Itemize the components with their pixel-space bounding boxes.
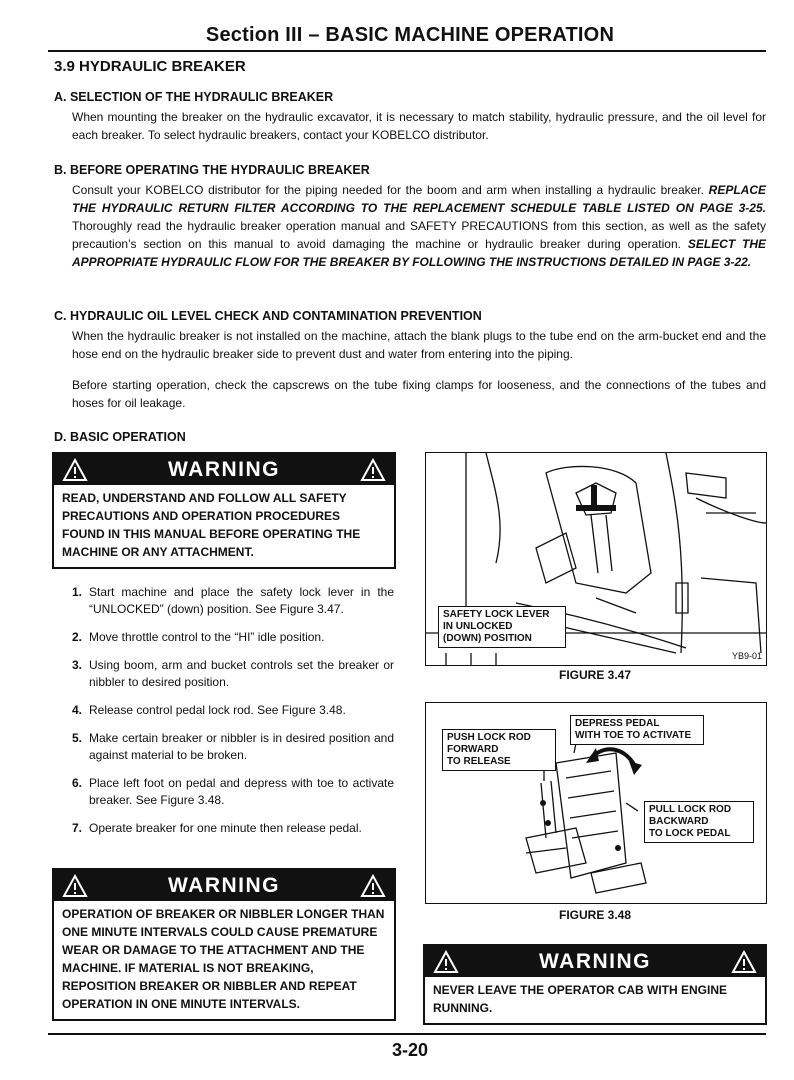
warning-title-1: WARNING [168, 457, 280, 481]
callout-text: WITH TOE TO ACTIVATE [575, 730, 692, 741]
step-item [72, 657, 394, 691]
paragraph-b-text1: Consult your KOBELCO distributor for the piping needed for the boom and arm when installing a hydraulic breaker. [72, 183, 704, 197]
warning-header-3 [425, 946, 765, 977]
step-number: 4. [72, 703, 83, 717]
subsection-title: 3.9 HYDRAULIC BREAKER [54, 58, 246, 75]
warning-box-1 [52, 452, 396, 569]
callout-text: TO RELEASE [447, 756, 511, 767]
heading-b: B. BEFORE OPERATING THE HYDRAULIC BREAKER [54, 163, 370, 177]
page-number: 3-20 [391, 1040, 429, 1060]
paragraph-c2: Before starting operation, check the capscrews on the tube fixing clamps for looseness, and the connections of the tubes and hoses for oil leakage. [72, 378, 766, 410]
warning-header-2 [54, 870, 394, 901]
callout-text: TO LOCK PEDAL [649, 828, 731, 839]
callout-text: FORWARD [447, 744, 499, 755]
warning-title-2: WARNING [168, 873, 280, 897]
step-number: 1. [72, 585, 83, 599]
step-text: Make certain breaker or nibbler is in desired position and against material to be broken. [89, 731, 394, 762]
top-rule [48, 50, 766, 52]
step-text: Place left foot on pedal and depress with toe to activate breaker. See Figure 3.48. [89, 776, 394, 807]
warning-triangle-icon [433, 950, 459, 974]
paragraph-b-emphasis1: REPLACE THE HYDRAULIC RETURN FILTER ACCORDING TO THE REPLACEMENT SCHEDULE TABLE LISTED ON PAGE 3-25. [72, 183, 766, 215]
warning-box-3 [423, 944, 767, 1025]
step-text: Operate breaker for one minute then release pedal. [89, 821, 362, 835]
step-number: 6. [72, 776, 83, 790]
warning-triangle-icon [360, 458, 386, 482]
step-number: 3. [72, 658, 83, 672]
warning-triangle-icon [731, 950, 757, 974]
step-text: Release control pedal lock rod. See Figure 3.48. [89, 703, 346, 717]
callout-text: IN UNLOCKED [443, 621, 513, 632]
callout-text: PULL LOCK ROD [649, 804, 732, 815]
figure-3-47 [425, 452, 767, 666]
callout-text: (DOWN) POSITION [443, 633, 532, 644]
paragraph-b-emphasis2: SELECT THE APPROPRIATE HYDRAULIC FLOW FOR THE BREAKER BY FOLLOWING THE INSTRUCTIONS DETAILED IN PAGE 3-22. [72, 237, 766, 269]
steps-list [72, 584, 394, 848]
callout-depress-pedal [570, 715, 704, 745]
step-number: 5. [72, 731, 83, 745]
step-item [72, 775, 394, 809]
step-item [72, 820, 394, 837]
warning-triangle-icon [62, 458, 88, 482]
callout-text: PUSH LOCK ROD [447, 732, 531, 743]
paragraph-c1: When the hydraulic breaker is not installed on the machine, attach the blank plugs to the tube end on the arm-bucket end and the hose end on the hydraulic breaker side to prevent dust and water from entering into the piping. [72, 329, 766, 361]
step-number: 7. [72, 821, 83, 835]
warning-box-2 [52, 868, 396, 1021]
paragraph-b [72, 181, 766, 271]
figure-3-48 [425, 702, 767, 904]
section-title: Section III – BASIC MACHINE OPERATION [205, 24, 615, 46]
paragraph-a: When mounting the breaker on the hydraulic excavator, it is necessary to match stability, hydraulic pressure, and the oil level for each breaker. To select hydraulic breakers, contact your KOBELCO distributor. [72, 110, 766, 142]
figure-3-48-caption: FIGURE 3.48 [558, 908, 632, 922]
heading-a: A. SELECTION OF THE HYDRAULIC BREAKER [54, 90, 334, 104]
step-number: 2. [72, 630, 83, 644]
warning-header-1 [54, 454, 394, 485]
warning-text-1: READ, UNDERSTAND AND FOLLOW ALL SAFETY PRECAUTIONS AND OPERATION PROCEDURES FOUND IN THIS MANUAL BEFORE OPERATING THE MACHINE OR ANY ATTACHMENT. [62, 491, 361, 559]
step-text: Start machine and place the safety lock lever in the “UNLOCKED” (down) position. See Figure 3.47. [89, 585, 394, 616]
heading-c: C. HYDRAULIC OIL LEVEL CHECK AND CONTAMINATION PREVENTION [54, 309, 482, 323]
warning-triangle-icon [360, 874, 386, 898]
callout-text: BACKWARD [649, 816, 709, 827]
bottom-rule [48, 1033, 766, 1035]
step-item [72, 730, 394, 764]
heading-d: D. BASIC OPERATION [54, 430, 186, 444]
warning-title-3: WARNING [539, 949, 651, 973]
step-item [72, 702, 394, 719]
step-item [72, 629, 394, 646]
callout-text: SAFETY LOCK LEVER [443, 609, 550, 620]
callout-safety-lock-lever [438, 606, 566, 648]
figure-3-47-caption: FIGURE 3.47 [558, 668, 632, 682]
step-text: Using boom, arm and bucket controls set the breaker or nibbler to desired position. [89, 658, 394, 689]
warning-text-2: OPERATION OF BREAKER OR NIBBLER LONGER THAN ONE MINUTE INTERVALS COULD CAUSE PREMATURE WEAR OR DAMAGE TO THE ATTACHMENT AND THE MACHINE. IF MATERIAL IS NOT BREAKING, REPOSITION BREAKER OR NIBBLER AND REPEAT OPERATION IN ONE MINUTE INTERVALS. [62, 907, 385, 1011]
step-item [72, 584, 394, 618]
warning-text-3: NEVER LEAVE THE OPERATOR CAB WITH ENGINE RUNNING. [433, 983, 728, 1015]
figure-code: YB9-01 [731, 651, 762, 661]
paragraph-b-text2: Thoroughly read the hydraulic breaker operation manual and SAFETY PRECAUTIONS from this section, as well as the safety precaution’s section on this manual to avoid damaging the machine or hydraulic breaker during operation. [72, 219, 766, 251]
callout-text: DEPRESS PEDAL [575, 718, 660, 729]
callout-pull-lock-rod [644, 801, 754, 843]
warning-triangle-icon [62, 874, 88, 898]
step-text: Move throttle control to the “HI” idle position. [89, 630, 325, 644]
callout-push-lock-rod [442, 729, 556, 771]
